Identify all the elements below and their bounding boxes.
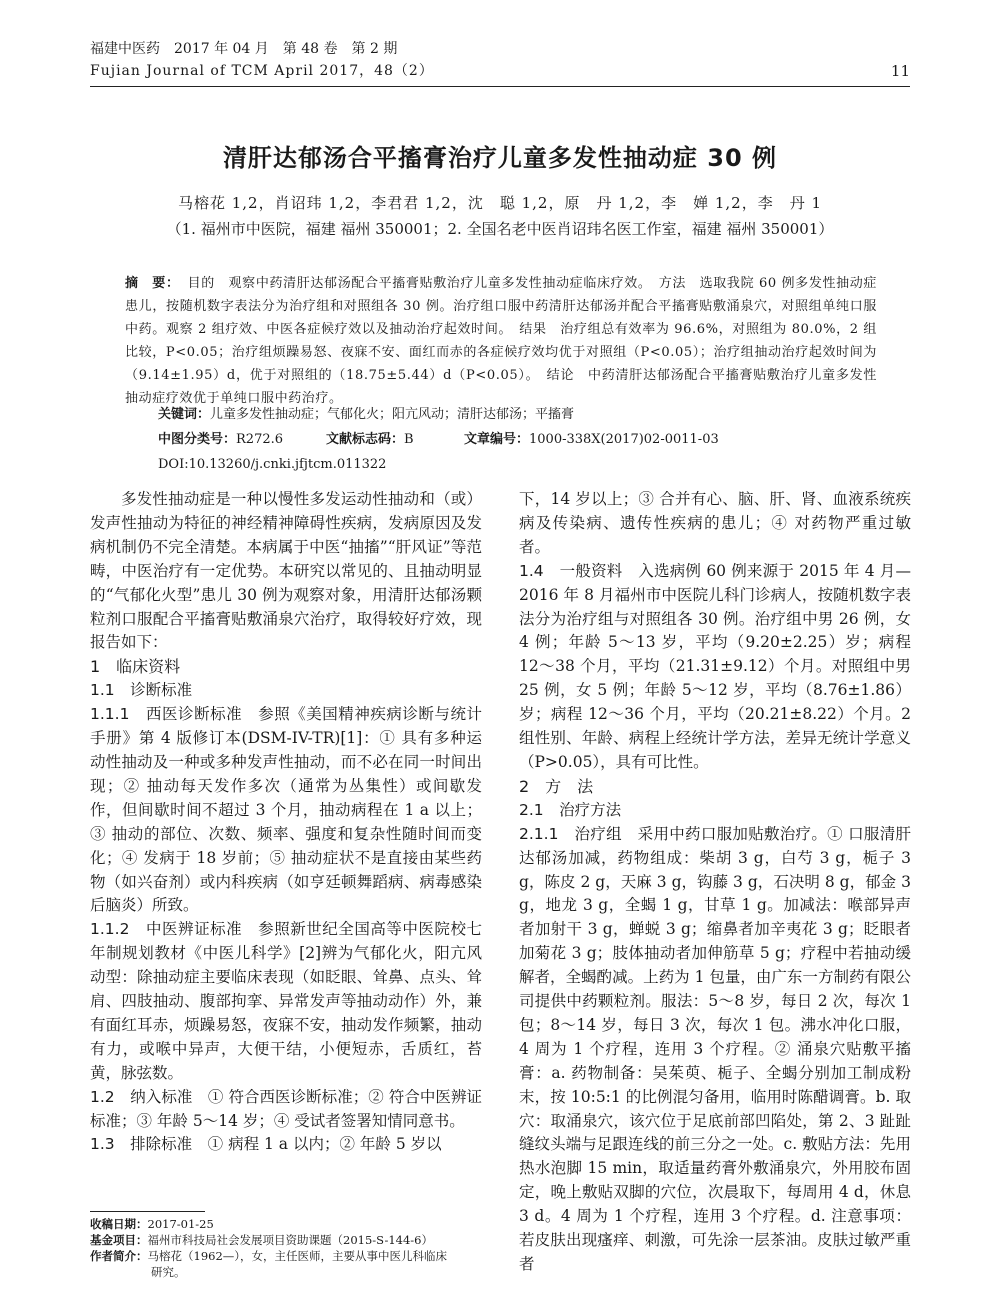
header-rule	[90, 86, 910, 87]
footnote-rule	[90, 1211, 205, 1212]
abstract-label: 摘 要：	[125, 276, 180, 291]
footnote-author	[90, 1249, 482, 1264]
subsection-heading: 2.1 治疗方法	[519, 800, 622, 819]
paragraph	[519, 823, 911, 1277]
footnote-author-cont: 研究。	[151, 1265, 186, 1279]
clc-label: 中图分类号：	[158, 432, 237, 447]
author-bio-label: 作者简介：	[90, 1249, 148, 1263]
journal-name-cn: 福建中医药 2017 年 04 月 第 48 卷 第 2 期	[90, 41, 398, 57]
left-column	[90, 488, 482, 1157]
keywords	[158, 404, 878, 426]
affiliations: （1. 福州市中医院，福建 福州 350001；2. 全国名老中医肖诏玮名医工作室，福建 福州 350001）	[166, 220, 834, 238]
section-number: 2.1.1	[519, 824, 559, 843]
doc-code-value: B	[404, 432, 414, 447]
subsection-heading: 1.1 诊断标准	[90, 681, 193, 700]
fund-label: 基金项目：	[90, 1233, 148, 1247]
author-list: 马榕花 1,2，肖诏玮 1,2，李君君 1,2，沈 聪 1,2，原 丹 1,2，李 婵 1,2，李 丹 1	[177, 194, 823, 212]
paragraph	[90, 703, 482, 918]
page-number: 11	[890, 62, 910, 80]
paragraph	[519, 560, 911, 775]
received-date: 2017-01-25	[147, 1217, 214, 1231]
abstract-text: 目的 观察中药清肝达郁汤配合平搐膏贴敷治疗儿童多发性抽动症临床疗效。 方法 选取我院 60 例多发性抽动症患儿，按随机数字表法分为治疗组和对照组各 30 例。治疗组口服中药清肝达郁汤并配合平搐膏贴敷涌泉穴，对照组单纯口服中药。观察 2 组疗效、中医各症候疗效以及抽动治疗起效时间。 结果 治疗组总有效率为 96.6%，对照组为 80.0%，2 组比较，P<0.05；治疗组烦躁易怒、夜寐不安、面红而赤的各症候疗效均优于对照组（P<0.05）；治疗组抽动治疗起效时间为（9.14±1.95）d，优于对照组的（18.75±5.44）d（P<0.05）。 结论 中药清肝达郁汤配合平搐膏贴敷治疗儿童多发性抽动症疗效优于单纯口服中药治疗。	[125, 276, 878, 406]
continued-paragraph: 下，14 岁以上；③ 合并有心、脑、肝、肾、血液系统疾病及传染病、遗传性疾病的患儿；④ 对药物严重过敏者。	[519, 490, 911, 556]
article-no-value: 1000-338X(2017)02-0011-03	[529, 432, 719, 447]
author-bio-text: 马榕花（1962—），女，主任医师，主要从事中医儿科临床	[147, 1249, 448, 1263]
section-heading: 1 临床资料	[90, 657, 181, 677]
section-heading: 2 方 法	[519, 776, 594, 796]
paragraph-text: 纳入标准 ① 符合西医诊断标准；② 符合中医辨证标准；③ 年龄 5～14 岁；④ 受试者签署知情同意书。	[90, 1087, 482, 1130]
paragraph-text: 一般资料 入选病例 60 例来源于 2015 年 4 月—2016 年 8 月福州市中医院儿科门诊病人，按随机数字表法分为治疗组与对照组各 30 例。治疗组中男 26 例，女 4 例；年龄 5～13 岁，平均（9.20±2.25）岁；病程 12～38 个月，平均（21.31±9.12）个月。对照组中男 25 例，女 5 例；年龄 5～12 岁，平均（8.76±1.86）岁；病程 12～36 个月，平均（20.21±8.22）个月。2 组性别、年龄、病程上经统计学方法，差异无统计学意义（P>0.05），具有可比性。	[519, 561, 911, 771]
paragraph	[90, 1086, 482, 1134]
received-label: 收稿日期：	[90, 1217, 148, 1231]
right-column	[519, 488, 911, 1277]
abstract	[125, 272, 877, 410]
intro-paragraph: 多发性抽动症是一种以慢性多发运动性抽动和（或）发声性抽动为特征的神经精神障碍性疾病，发病原因及发病机制仍不完全清楚。本病属于中医“抽搐”“肝风证”等范畴，中医治疗有一定优势。本研究以常见的、且抽动明显的“气郁化火型”患儿 30 例为观察对象，用清肝达郁汤颗粒剂口服配合平搐膏贴敷涌泉穴治疗，取得较好疗效，现报告如下：	[90, 490, 482, 652]
section-number: 1.1.1	[90, 705, 130, 724]
section-number: 1.3	[90, 1135, 115, 1154]
section-number: 1.4	[519, 561, 544, 580]
keywords-text: 儿童多发性抽动症；气郁化火；阳亢风动；清肝达郁汤；平搐膏	[210, 407, 575, 422]
doi: DOI:10.13260/j.cnki.jfjtcm.011322	[158, 457, 387, 472]
running-header	[90, 38, 910, 82]
paragraph	[90, 1133, 482, 1157]
paragraph	[90, 918, 482, 1085]
section-number: 1.1.2	[90, 920, 130, 939]
paragraph-text: 西医诊断标准 参照《美国精神疾病诊断与统计手册》第 4 版修订本(DSM-IV-TR)[1]：① 具有多种运动性抽动及一种或多种发声性抽动，而不必在同一时间出现；② 抽动每天发作多次（通常为丛集性）或间歇发作，但间歇时间不超过 3 个月，抽动病程在 1 a 以上；③ 抽动的部位、次数、频率、强度和复杂性随时间而变化；④ 发病于 18 岁前；⑤ 抽动症状不是直接由某些药物（如兴奋剂）或内科疾病（如亨廷顿舞蹈病、病毒感染后脑炎）所致。	[90, 705, 482, 915]
paragraph-text: 治疗组 采用中药口服加贴敷治疗。① 口服清肝达郁汤加减，药物组成：柴胡 3 g，白芍 3 g，栀子 3 g，陈皮 2 g，天麻 3 g，钩藤 3 g，石决明 8 g，郁金 3 g，地龙 3 g，全蝎 1 g，甘草 1 g。加减法：喉部异声者加射干 3 g，蝉蜕 3 g；缩鼻者加辛夷花 3 g；眨眼者加菊花 3 g；肢体抽动者加伸筋草 5 g；疗程中若抽动缓解者，全蝎酌减。上药为 1 包量，由广东一方制药有限公司提供中药颗粒剂。服法：5～8 岁，每日 2 次，每次 1 包；8～14 岁，每日 3 次，每次 1 包。沸水冲化口服，4 周为 1 个疗程，连用 3 个疗程。② 涌泉穴贴敷平搐膏：a. 药物制备：吴茱萸、栀子、全蝎分别加工制成粉末，按 10:5:1 的比例混匀备用，临用时陈醋调膏。b. 取穴：取涌泉穴，该穴位于足底前部凹陷处，第 2、3 趾趾缝纹头端与足跟连线的前三分之一处。c. 敷贴方法：先用热水泡脚 15 min，取适量药膏外敷涌泉穴，外用胶布固定，晚上敷贴双脚的穴位，次晨取下，每周用 4 d，休息 3 d。4 周为 1 个疗程，连用 3 个疗程。d. 注意事项：若皮肤出现瘙痒、刺激，可先涂一层茶油。皮肤过敏严重者	[519, 824, 911, 1273]
footnote-received	[90, 1217, 482, 1232]
footnote-fund	[90, 1233, 482, 1248]
paragraph-text: 中医辨证标准 参照新世纪全国高等中医院校七年制规划教材《中医儿科学》[2]辨为气郁化火，阳亢风动型：除抽动症主要临床表现（如眨眼、耸鼻、点头、耸肩、四肢抽动、腹部拘挛、异常发声等抽动动作）外，兼有面红耳赤，烦躁易怒，夜寐不安，抽动发作频繁，抽动有力，或喉中异声，大便干结，小便短赤，舌质红，苔黄，脉弦数。	[90, 920, 482, 1082]
clc-value: R272.6	[236, 432, 284, 447]
fund-text: 福州市科技局社会发展项目资助课题（2015-S-144-6）	[147, 1233, 433, 1247]
journal-name-en: Fujian Journal of TCM April 2017，48（2）	[90, 63, 434, 79]
doc-code-label: 文献标志码：	[326, 432, 405, 447]
keywords-label: 关键词：	[158, 407, 211, 422]
classification-line	[158, 429, 878, 451]
article-no-label: 文章编号：	[464, 432, 530, 447]
paragraph-text: 排除标准 ① 病程 1 a 以内；② 年龄 5 岁以	[114, 1135, 442, 1154]
section-number: 1.2	[90, 1087, 115, 1106]
article-title: 清肝达郁汤合平搐膏治疗儿童多发性抽动症 30 例	[222, 144, 778, 172]
